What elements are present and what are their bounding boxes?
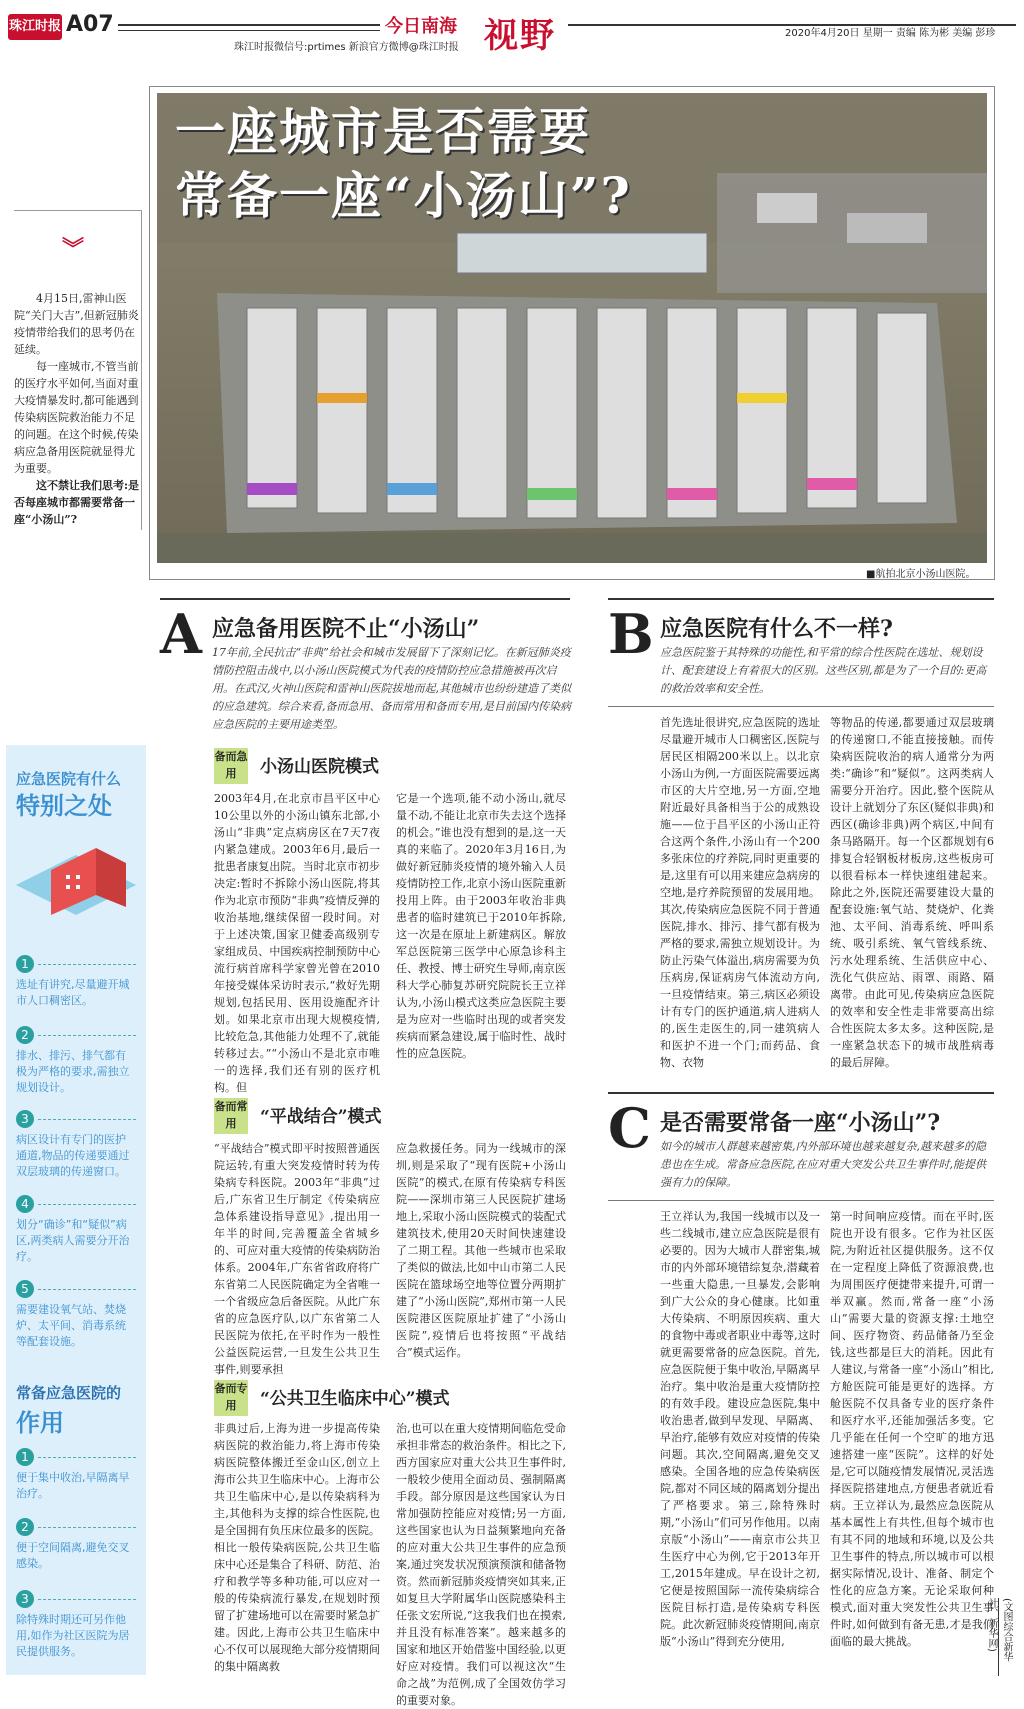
sub1-column-2: 它是一个选项,能不动小汤山,就尽量不动,不能让北京市失去这个选择的机会。”谁也没有想到的是,这一天真的来临了。2020年3月16日,为做好新冠肺炎疫情的境外输入人员疫情防控工作,北京小汤山医院重新投用上阵。由于2003年收治非典患者的临时建筑已于2010年拆除,这一次是在原址上新建病区。解放军总医院第三医学中心原急诊科主任、教授、博士研究生导师,南京医科大学心肺复苏研究院院长王立祥认为,小汤山模式这类应急医院主要是为应对一些临时出现的或者突发疾病而紧急建设,属于临时性、战时性的应急医院。 <box>396 792 566 1060</box>
region-label: 今日南海 <box>385 16 457 37</box>
source-credit: (文图综合新华社、新华网) <box>998 1598 1014 1676</box>
section-c-divider <box>608 1200 994 1201</box>
headline-line1: 一座城市是否需要 <box>175 102 591 161</box>
dashed-divider <box>38 1599 136 1600</box>
section-b-title: 应急医院有什么不一样? <box>660 616 893 642</box>
section-b-column-2: 等物品的传递,都要通过双层玻璃的传递窗口,不能直接接触。而传染病医院收治的病人通常分为两类:“确诊”和“疑似”。这两类病人需要分开治疗。因此,整个医院从设计上就划分了东区(疑似非典)和西区(确诊非典)两个病区,中间有条马路隔开。每一个区都规划有6排复合轻钢板材板房,这些板房可以很看标本一样快速组建起来。除此之外,医院还需要建设大量的配套设施:氧气站、焚烧炉、化粪池、太平间、消毒系统、呼叫系统、吸引系统、氧气管线系统、污水处理系统、生活供应中心、洗化气供应站、雨罩、雨路、隔离带。由此可见,传染病应急医院的效率和安全性走非常要高出综合性医院太多太多。这种医院,是一座紧急状态下的城市战胜病毒的最后屏障。 <box>830 716 994 1069</box>
section-a-title: 应急备用医院不止“小汤山” <box>212 616 480 642</box>
item-text: 病区设计有专门的医护通道,物品的传递要通过双层玻璃的传递窗口。 <box>16 1133 130 1178</box>
intro-text <box>14 290 144 528</box>
sub2-column-2: 应急救援任务。同为一线城市的深圳,则是采取了“现有医院+小汤山医院”的模式,在原有传染病专科医院——深圳市第三人民医院扩建场地上,采取小汤山医院模式的装配式建筑技术,使用20天时间快速建设了二期工程。其他一些城市也采取了类似的做法,比如中山市第二人民医院在篮球场空地等位置分两期扩建了“小汤山医院”,郑州市第一人民医院港区医院原址扩建了“小汤山医院”,疫情后也将按照“平战结合”模式运作。 <box>396 1142 566 1359</box>
role-text: 除特殊时期还可另作他用,如作为社区医院为居民提供服务。 <box>16 1613 130 1658</box>
section-label: 视野 <box>484 16 556 56</box>
role-text: 便于空间隔离,避免交叉感染。 <box>16 1541 130 1570</box>
roles-title-top: 常备应急医院的 <box>16 1384 122 1402</box>
role-number: 3 <box>16 1590 34 1608</box>
issue-date: 2020年4月20日 星期一 责编 陈为彬 美编 彭珍 <box>785 28 996 39</box>
item-number: 1 <box>16 955 34 973</box>
section-a-rule <box>160 598 570 600</box>
dashed-divider <box>38 1527 136 1528</box>
photo-caption: ■航拍北京小汤山医院。 <box>866 569 976 580</box>
dashed-divider <box>38 1035 136 1036</box>
section-c-rule <box>608 1092 994 1094</box>
dashed-divider <box>38 964 136 965</box>
section-a-intro: 17年前,全民抗击“非典”给社会和城市发展留下了深刻记忆。在新冠肺炎疫情防控阻击战中,以小汤山医院模式为代表的疫情防控应急措施被再次启用。在武汉,火神山医院和雷神山医院拔地而起,其他城市也纷纷建造了类似的应急建筑。综合来看,备而急用、备而常用和备而专用,是目前国内传染病应急医院的主要用途类型。 <box>212 646 571 731</box>
subsection-xiaotangshan-title: 小汤山医院模式 <box>260 757 379 777</box>
section-c-title: 是否需要常备一座“小汤山”? <box>660 1110 941 1136</box>
section-c-column-2: 第一时间响应疫情。而在平时,医院也开设有很多。它作为社区医院,为附近社区提供服务。这不仅在一定程度上降低了资源浪费,也为周围医疗便捷带来提升,可谓一举双赢。然而,常备一座“小汤山”需要大量的资源支撑:土地空间、医疗物资、药品储备乃至金钱,这些都是巨大的消耗。因此有人建议,与常备一座“小汤山”相比,方舱医院可能是更好的选择。方舱医院不仅具备专业的医疗条件和医疗水平,还能加强活多变。它几乎能在任何一个空旷的地方迅速搭建一座“医院”。这样的好处是,它可以随疫情发展情况,灵活选择医院搭建地点,方便患者就近看病。王立祥认为,最然应急医院从基本属性上有共性,但每个城市也有其不同的地域和环境,以及公共卫生事件的特点,所以城市可以根据实际情况,设计、准备、制定个性化的应急方案。无论采取何种模式,面对重大突发性公共卫生事件时,如何做到有备无患,才是我们面临的最大挑战。 <box>830 1210 994 1648</box>
tag-special-use: 备而专用 <box>214 1380 248 1416</box>
section-c-column-1: 王立祥认为,我国一线城市以及一些二线城市,建立应急医院是很有必要的。因为大城市人群密集,城市的内外部环境错综复杂,潜藏着一些重大隐患,一旦暴发,会影响到广大公众的身心健康。比如重大传染病、不明原因疾病、重大的食物中毒或者职业中毒等,这时就更需要常备的应急医院。首先,应急医院便于集中收治,早隔离早治疗。集中收治是重大疫情防控的有效手段。建设应急医院,集中收治患者,做到早发现、早隔离、早治疗,能够有效应对疫情的传染问题。其次,空间隔离,避免交叉感染。全国各地的应急传染病医院,都对不同区域的隔离划分提出了严格要求。第三,除特殊时期,“小汤山”们可另作他用。以南京版“小汤山”——南京市公共卫生医疗中心为例,它于2013年开工,2015年建成。早在设计之初,它便是按照国际一流传染病综合医院目标打造,是传染病专科医院。此次新冠肺炎疫情期间,南京版“小汤山”得到充分使用, <box>660 1210 820 1648</box>
section-a-letter: A <box>160 602 202 666</box>
tag-regular-use: 备而常用 <box>214 1098 248 1134</box>
subsection-pingzhan-title: “平战结合”模式 <box>260 1107 382 1127</box>
section-c-letter: C <box>608 1096 651 1160</box>
item-text: 需要建设氧气站、焚烧炉、太平间、消毒系统等配套设施。 <box>16 1303 126 1348</box>
tag-emergency-use: 备而急用 <box>214 748 248 784</box>
role-text: 便于集中收治,早隔离早治疗。 <box>16 1471 130 1500</box>
section-b-divider <box>608 706 994 707</box>
item-text: 选址有讲究,尽量避开城市人口稠密区。 <box>16 978 130 1007</box>
subsection-public-health-title: “公共卫生临床中心”模式 <box>260 1389 450 1409</box>
page-number: A07 <box>66 12 114 37</box>
header-rule-left <box>118 24 380 26</box>
item-number: 3 <box>16 1110 34 1128</box>
header-subline: 珠江时报微信号:prtimes 新浪官方微博@珠江时报 <box>234 42 459 53</box>
intro-p1: 4月15日,雷神山医院“关门大吉”,但新冠肺炎疫情带给我们的思考仍在延续。 <box>14 292 139 356</box>
intro-p2: 每一座城市,不管当前的医疗水平如何,当面对重大疫情暴发时,都可能遇到传染病医院救治能力不足的问题。在这个时候,传染病应急备用医院就显得尤为重要。 <box>14 360 139 475</box>
infographic-title-top: 应急医院有什么 <box>16 770 122 788</box>
item-number: 2 <box>16 1026 34 1044</box>
section-b-rule <box>608 598 994 600</box>
dashed-divider <box>38 1119 136 1120</box>
infographic-title-main: 特别之处 <box>16 792 112 820</box>
dashed-divider <box>38 1457 136 1458</box>
roles-title-main: 作用 <box>16 1409 64 1437</box>
header-rule-left-thin <box>118 30 380 31</box>
item-text: 划分“确诊”和“疑似”病区,两类病人需要分开治疗。 <box>16 1218 130 1263</box>
intro-p3: 这不禁让我们思考:是否每座城市都需要常备一座“小汤山”? <box>14 479 140 526</box>
role-number: 1 <box>16 1448 34 1466</box>
sub2-column-1: “平战结合”模式即平时按照普通医院运转,有重大突发疫情时转为传染病专科医院。2003年“非典”过后,广东省卫生厅制定《传染病应急体系建设指导意见》,提出用一年半的时间,完善覆盖全省城乡的、可应对重大疫情的传染病防治体系。2004年,广东省省政府将广东省第二人民医院确定为全省唯一一个省级应急后备医院。从此广东省的应急医疗队,以广东省第二人民医院为依托,在平时作为一般性公益医院运营,一旦发生公共卫生事件,则要承担 <box>214 1142 380 1376</box>
newspaper-logo: 珠江时报 <box>8 14 62 40</box>
sub3-column-1: 非典过后,上海为进一步提高传染病医院的救治能力,将上海市传染病医院整体搬迁至金山区,创立上海市公共卫生临床中心。上海市公共卫生临床中心,是以传染病科为主,其他科为支撑的综合性医院,也是全国拥有负压床位最多的医院。相比一般传染病医院,公共卫生临床中心还是集合了科研、防范、治疗和教学等多种功能,可以应对一般的传染病流行暴发,在规划时预留了扩建场地可以在需要时紧急扩建。因此,上海市公共卫生临床中心不仅可以展现绝大部分疫情期间的集中隔离救 <box>214 1422 380 1673</box>
item-number: 5 <box>16 1280 34 1298</box>
sub3-column-2: 治,也可以在重大疫情期间临危受命承担非常态的救治条件。相比之下,西方国家应对重大公共卫生事件时,一般较少使用全面动员、强制隔离手段。部分原因是这些国家认为日常加强防控能应对疫情;另一方面,这些国家也认为日益频繁地向充备的应对重大公共卫生事件的应急预案,通过突发状况预演预演和储备物资。然而新冠肺炎疫情突如其来,正如复旦大学附属华山医院感染科主任张文宏所说,“这我我们也在摸索,并且没有标准答案”。越来越多的国家和地区开始借鉴中国经验,以更好应对疫情。我们可以视这次“生命之战”为范例,成了全国效仿学习的重要对象。 <box>396 1422 566 1707</box>
headline-line2: 常备一座“小汤山”? <box>175 166 632 225</box>
item-text: 排水、排污、排气都有极为严格的要求,需独立规划设计。 <box>16 1049 130 1094</box>
item-number: 4 <box>16 1195 34 1213</box>
section-b-intro: 应急医院鉴于其特殊的功能性,和平常的综合性医院在选址、规划设计、配套建设上有着很大的区别。这些区别,都是为了一个目的:更高的救治效率和安全性。 <box>660 646 987 695</box>
dashed-divider <box>38 1289 136 1290</box>
section-b-column-1: 首先选址很讲究,应急医院的选址尽量避开城市人口稠密区,医院与居民区相隔200米以上。以北京小汤山为例,一方面医院需要远离市区的大片空地,另一方面,空地附近最好具备相当于公的成熟设施——位于昌平区的小汤山正符合这两个条件,小汤山有一个200多张床位的疗养院,同时更重要的是,这里有可以用来建应急病房的空地,是疗养院预留的发展用地。其次,传染病应急医院不同于普通医院,排水、排污、排气都有极为严格的要求,需独立规划设计。为防止污染气体溢出,病房需要为负压病房,保证病房气体流动方向,一旦疫情结束。第三,病区必须设计有专门的医护通道,病人进病人的,医生走医生的,同一建筑病人和医护不进一个门;而药品、食物、衣物 <box>660 716 820 1069</box>
section-c-intro: 如今的城市人群越来越密集,内外部环境也越来越复杂,越来越多的隐患也在生成。常备应急医院,在应对重大突发公共卫生事件时,能提供强有力的保障。 <box>660 1140 986 1189</box>
section-b-letter: B <box>608 602 654 666</box>
role-number: 2 <box>16 1518 34 1536</box>
chevron-down-icon: ︾ <box>62 236 85 262</box>
sub1-column-1: 2003年4月,在北京市昌平区中心10公里以外的小汤山镇东北部,小汤山“非典”定点病房区在7天7夜内紧急建成。2003年6月,最后一批患者康复出院。当时北京市初步决定:暂时不拆除小汤山医院,将其作为北京市预防“非典”疫情反弹的收治基地,继续保留一段时间。对于上述决策,国家卫健委高级别专家组成员、中国疾病控制预防中心流行病首席科学家曾光曾在2010年接受媒体采访时表示,“救好先期规划,包括民用、医用设施配齐计划。如果北京市出现大规模疫情,比较危急,其他能力处理不了,就能转移过去。”“小汤山不是北京市唯一的选择,我们还有别的医疗机构。但 <box>214 792 380 1094</box>
dashed-divider <box>38 1204 136 1205</box>
hospital-building-icon <box>6 815 146 935</box>
